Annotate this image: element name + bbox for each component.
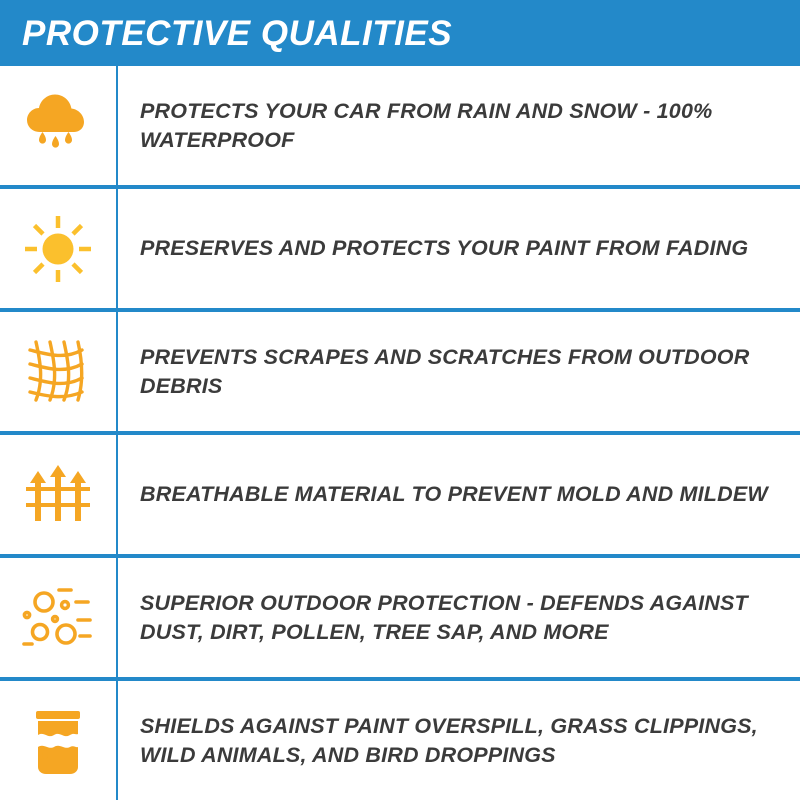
list-item [0, 189, 800, 312]
feature-text: PROTECTS YOUR CAR FROM RAIN AND SNOW - 100% WATERPROOF [140, 98, 713, 152]
page-title: PROTECTIVE QUALITIES [22, 13, 453, 53]
feature-text: SUPERIOR OUTDOOR PROTECTION - DEFENDS AGAINST DUST, DIRT, POLLEN, TREE SAP, AND MORE [140, 590, 748, 644]
feature-text: BREATHABLE MATERIAL TO PREVENT MOLD AND MILDEW [140, 482, 768, 507]
icon-cell [0, 435, 118, 554]
text-cell [118, 712, 800, 769]
text-cell [118, 480, 800, 509]
breathable-arrows-icon [20, 457, 96, 533]
icon-cell [0, 189, 118, 308]
icon-cell [0, 66, 118, 185]
rain-cloud-icon [20, 88, 96, 164]
feature-list [0, 66, 800, 800]
dust-particles-icon [18, 582, 98, 654]
paint-can-icon [22, 701, 94, 781]
text-cell [118, 589, 800, 646]
list-item [0, 435, 800, 558]
feature-text: SHIELDS AGAINST PAINT OVERSPILL, GRASS CLIPPINGS, WILD ANIMALS, AND BIRD DROPPINGS [140, 713, 758, 767]
text-cell [118, 343, 800, 400]
icon-cell [0, 312, 118, 431]
feature-text: PREVENTS SCRAPES AND SCRATCHES FROM OUTDOOR DEBRIS [140, 344, 750, 398]
sun-icon [18, 209, 98, 289]
text-cell [118, 234, 800, 263]
header-bar [0, 0, 800, 66]
list-item [0, 558, 800, 681]
icon-cell [0, 558, 118, 677]
text-cell [118, 97, 800, 154]
icon-cell [0, 681, 118, 800]
list-item [0, 312, 800, 435]
list-item [0, 66, 800, 189]
scratch-mesh-icon [20, 334, 96, 410]
feature-text: PRESERVES AND PROTECTS YOUR PAINT FROM FADING [140, 236, 749, 261]
list-item [0, 681, 800, 800]
